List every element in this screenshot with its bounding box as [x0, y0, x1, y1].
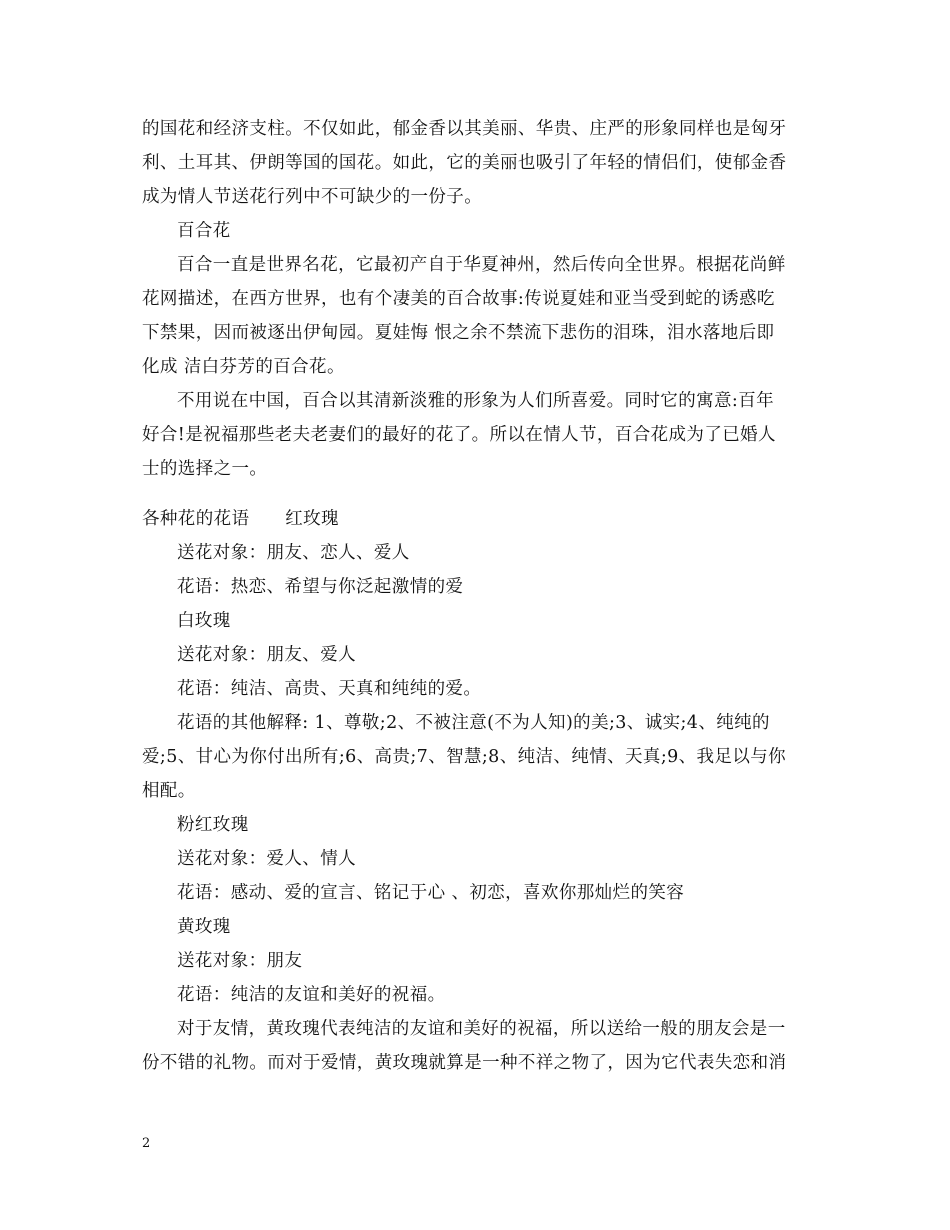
- text-line: 下禁果，因而被逐出伊甸园。夏娃悔 恨之余不禁流下悲伤的泪珠，泪水落地后即: [142, 323, 775, 343]
- text-line: 相配。: [142, 781, 196, 801]
- text-line: 花语：感动、爱的宣言、铭记于心 、初恋，喜欢你那灿烂的笑容: [177, 883, 685, 903]
- text-line: 花语：纯洁、高贵、天真和纯纯的爱。: [177, 679, 482, 699]
- text-line: 成为情人节送花行列中不可缺少的一份子。: [142, 187, 483, 207]
- text-line: 花语的其他解释: 1、尊敬;2、不被注意(不为人知)的美;3、诚实;4、纯纯的: [177, 713, 770, 733]
- text-line: 爱;5、甘心为你付出所有;6、高贵;7、智慧;8、纯洁、纯情、天真;9、我足以与你: [142, 747, 787, 767]
- text-line: 花网描述，在西方世界，也有个凄美的百合故事:传说夏娃和亚当受到蛇的诱惑吃: [142, 289, 775, 309]
- text-line: 对于友情，黄玫瑰代表纯洁的友谊和美好的祝福，所以送给一般的朋友会是一: [177, 1019, 786, 1039]
- text-line: 不用说在中国，百合以其清新淡雅的形象为人们所喜爱。同时它的寓意:百年: [177, 391, 774, 411]
- section-heading: 粉红玫瑰: [177, 815, 249, 835]
- text-line: 送花对象：爱人、情人: [177, 849, 356, 869]
- text-line: 送花对象：朋友、爱人: [177, 645, 356, 665]
- text-line: 份不错的礼物。而对于爱情，黄玫瑰就算是一种不祥之物了，因为它代表失恋和消: [142, 1053, 787, 1073]
- text-line: 送花对象：朋友: [177, 951, 303, 971]
- text-line: 送花对象：朋友、恋人、爱人: [177, 543, 410, 563]
- section-heading: 黄玫瑰: [177, 917, 231, 937]
- text-line: 花语：纯洁的友谊和美好的祝福。: [177, 985, 446, 1005]
- text-line: 好合!是祝福那些老夫老妻们的最好的花了。所以在情人节，百合花成为了已婚人: [142, 425, 776, 445]
- section-heading: 白玫瑰: [177, 611, 231, 631]
- section-heading: 各种花的花语 红玫瑰: [142, 509, 339, 529]
- text-line: 利、土耳其、伊朗等国的国花。如此，它的美丽也吸引了年轻的情侣们，使郁金香: [142, 153, 787, 173]
- text-line: 化成 洁白芬芳的百合花。: [142, 357, 345, 377]
- text-line: 士的选择之一。: [142, 459, 268, 479]
- section-heading: 百合花: [177, 221, 231, 241]
- text-line: 花语：热恋、希望与你泛起激情的爱: [177, 577, 464, 597]
- text-line: 的国花和经济支柱。不仅如此，郁金香以其美丽、华贵、庄严的形象同样也是匈牙: [142, 119, 787, 139]
- text-line: 百合一直是世界名花，它最初产自于华夏神州，然后传向全世界。根据花尚鲜: [177, 255, 786, 275]
- page-number: 2: [142, 1136, 151, 1151]
